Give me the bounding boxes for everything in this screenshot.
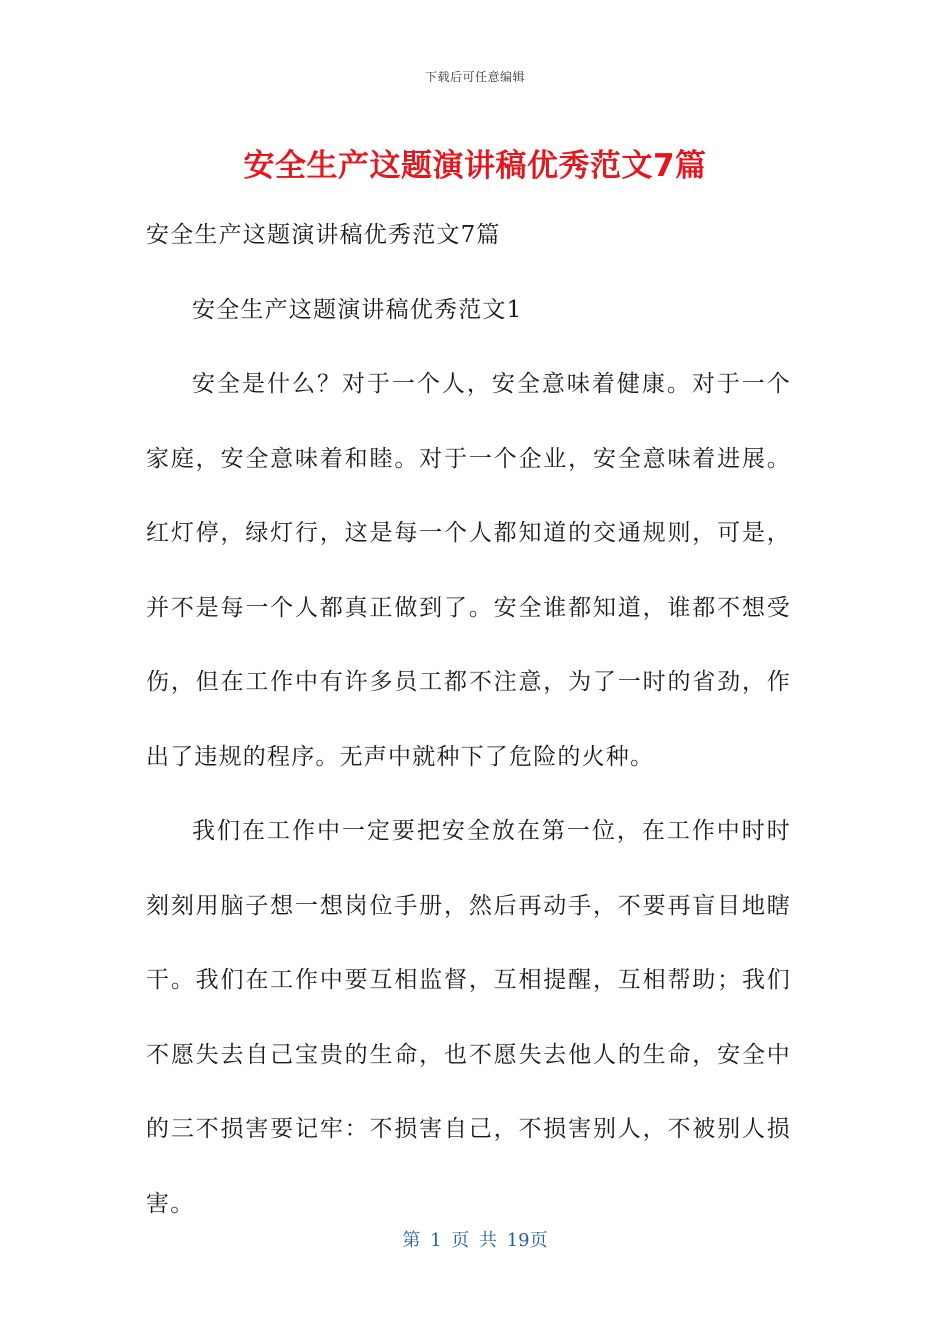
paragraph: 我们在工作中一定要把安全放在第一位，在工作中时时刻刻用脑子想一想岗位手册，然后再动手，不要再盲目地瞎干。我们在工作中要互相监督，互相提醒，互相帮助；我们不愿失去自己宝贵的生命，也不愿失去他人的生命，安全中的三不损害要记牢：不损害自己，不损害别人，不被别人损害。 — [146, 818, 791, 1217]
document-body — [146, 198, 791, 1241]
header-note: 下载后可任意编辑 — [424, 70, 525, 84]
page-number: 第 1 页 共 19页 — [402, 1230, 548, 1251]
paragraph: 安全是什么？对于一个人，安全意味着健康。对于一个家庭，安全意味着和睦。对于一个企业，安全意味着进展。红灯停，绿灯行，这是每一个人都知道的交通规则，可是，并不是每一个人都真正做到了。安全谁都知道，谁都不想受伤，但在工作中有许多员工都不注意，为了一时的省劲，作出了违规的程序。无声中就种下了危险的火种。 — [146, 371, 791, 770]
document-title: 安全生产这题演讲稿优秀范文7篇 — [243, 148, 707, 184]
section-heading: 安全生产这题演讲稿优秀范文1 — [192, 296, 523, 323]
document-subtitle: 安全生产这题演讲稿优秀范文7篇 — [146, 222, 501, 248]
